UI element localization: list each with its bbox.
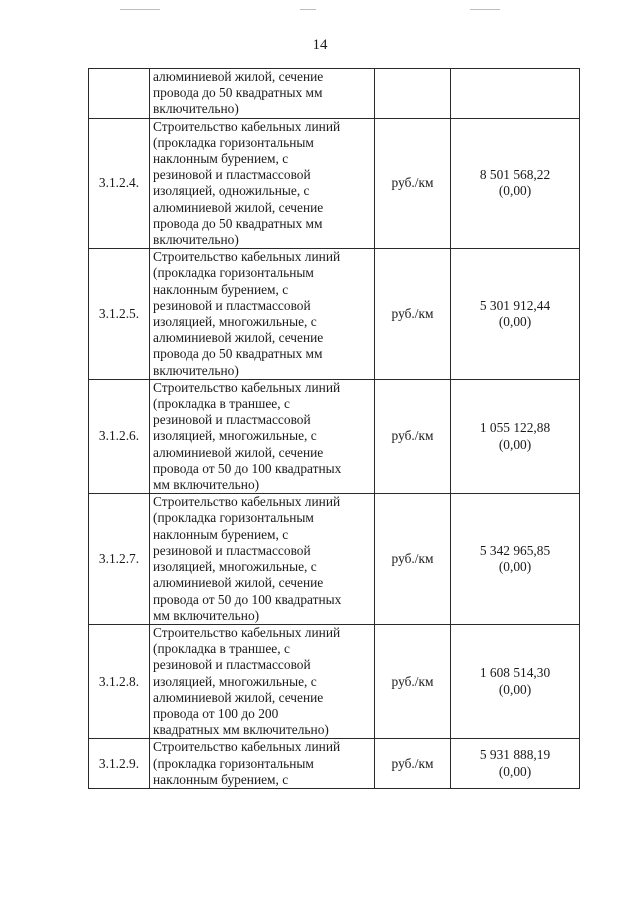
description-line: включительно) bbox=[153, 362, 239, 378]
description-line: изоляцией, многожильные, с bbox=[153, 559, 317, 575]
item-code: 3.1.2.5. bbox=[89, 249, 150, 380]
price-secondary-value: (0,00) bbox=[498, 183, 532, 199]
item-description bbox=[150, 494, 375, 625]
description-line: включительно) bbox=[153, 101, 239, 117]
description-line: изоляцией, многожильные, с bbox=[153, 673, 317, 689]
scan-artifact bbox=[470, 9, 500, 10]
description-line: Строительство кабельных линий bbox=[153, 739, 341, 755]
table-row bbox=[89, 379, 580, 493]
description-line: резиновой и пластмассовой bbox=[153, 297, 311, 313]
item-code: 3.1.2.6. bbox=[89, 379, 150, 493]
description-line: резиновой и пластмассовой bbox=[153, 542, 311, 558]
item-code: 3.1.2.8. bbox=[89, 624, 150, 738]
item-unit: руб./км bbox=[375, 624, 451, 738]
description-line: (прокладка горизонтальным bbox=[153, 510, 314, 526]
item-code: 3.1.2.7. bbox=[89, 494, 150, 625]
item-price bbox=[451, 69, 580, 119]
tariff-table bbox=[88, 68, 580, 789]
item-description bbox=[150, 739, 375, 789]
description-line: провода от 50 до 100 квадратных bbox=[153, 591, 342, 607]
price-value: 5 301 912,44 bbox=[479, 297, 551, 313]
scan-artifact bbox=[300, 9, 316, 10]
description-line: Строительство кабельных линий bbox=[153, 379, 341, 395]
description-line: наклонным бурением, с bbox=[153, 151, 289, 167]
item-description bbox=[150, 118, 375, 249]
description-line: алюминиевой жилой, сечение bbox=[153, 444, 324, 460]
description-line: мм включительно) bbox=[153, 477, 260, 493]
description-line: наклонным бурением, с bbox=[153, 771, 289, 787]
description-line: резиновой и пластмассовой bbox=[153, 657, 311, 673]
item-price bbox=[451, 118, 580, 249]
item-code bbox=[89, 69, 150, 119]
description-line: мм включительно) bbox=[153, 607, 260, 623]
table-row bbox=[89, 249, 580, 380]
description-line: наклонным бурением, с bbox=[153, 281, 289, 297]
price-value: 8 501 568,22 bbox=[479, 167, 551, 183]
item-unit: руб./км bbox=[375, 739, 451, 789]
price-secondary-value: (0,00) bbox=[498, 436, 532, 452]
item-code: 3.1.2.4. bbox=[89, 118, 150, 249]
description-line: изоляцией, многожильные, с bbox=[153, 428, 317, 444]
description-line: Строительство кабельных линий bbox=[153, 494, 341, 510]
table-row bbox=[89, 739, 580, 789]
item-description bbox=[150, 379, 375, 493]
scan-artifact bbox=[120, 9, 160, 10]
description-line: резиновой и пластмассовой bbox=[153, 167, 311, 183]
description-line: (прокладка в траншее, с bbox=[153, 641, 290, 657]
description-line: провода до 50 квадратных мм bbox=[153, 85, 323, 101]
price-value: 5 342 965,85 bbox=[479, 542, 551, 558]
table-row bbox=[89, 624, 580, 738]
description-line: квадратных мм включительно) bbox=[153, 722, 329, 738]
item-unit: руб./км bbox=[375, 118, 451, 249]
description-line: алюминиевой жилой, сечение bbox=[153, 330, 324, 346]
description-line: (прокладка в траншее, с bbox=[153, 396, 290, 412]
item-unit bbox=[375, 69, 451, 119]
description-line: алюминиевой жилой, сечение bbox=[153, 199, 324, 215]
description-line: алюминиевой жилой, сечение bbox=[153, 689, 324, 705]
price-secondary-value: (0,00) bbox=[498, 681, 532, 697]
price-secondary-value: (0,00) bbox=[498, 763, 532, 779]
description-line: изоляцией, многожильные, с bbox=[153, 314, 317, 330]
item-price bbox=[451, 249, 580, 380]
item-description bbox=[150, 69, 375, 119]
description-line: наклонным бурением, с bbox=[153, 526, 289, 542]
description-line: провода от 50 до 100 квадратных bbox=[153, 460, 342, 476]
item-description bbox=[150, 249, 375, 380]
description-line: провода от 100 до 200 bbox=[153, 705, 279, 721]
price-secondary-value: (0,00) bbox=[498, 314, 532, 330]
price-value: 1 055 122,88 bbox=[479, 420, 551, 436]
description-line: (прокладка горизонтальным bbox=[153, 134, 314, 150]
item-price bbox=[451, 739, 580, 789]
item-unit: руб./км bbox=[375, 249, 451, 380]
item-price bbox=[451, 379, 580, 493]
description-line: включительно) bbox=[153, 232, 239, 248]
description-line: (прокладка горизонтальным bbox=[153, 755, 314, 771]
description-line: алюминиевой жилой, сечение bbox=[153, 69, 324, 84]
item-description bbox=[150, 624, 375, 738]
description-line: Строительство кабельных линий bbox=[153, 118, 341, 134]
description-line: резиновой и пластмассовой bbox=[153, 412, 311, 428]
description-line: изоляцией, одножильные, с bbox=[153, 183, 310, 199]
item-price bbox=[451, 494, 580, 625]
price-value: 1 608 514,30 bbox=[479, 665, 551, 681]
table-row bbox=[89, 69, 580, 119]
description-line: Строительство кабельных линий bbox=[153, 249, 341, 265]
item-unit: руб./км bbox=[375, 494, 451, 625]
item-price bbox=[451, 624, 580, 738]
table-row bbox=[89, 118, 580, 249]
description-line: Строительство кабельных линий bbox=[153, 624, 341, 640]
price-value: 5 931 888,19 bbox=[479, 747, 551, 763]
description-line: алюминиевой жилой, сечение bbox=[153, 575, 324, 591]
page-number: 14 bbox=[312, 37, 328, 53]
description-line: провода до 50 квадратных мм bbox=[153, 346, 323, 362]
table-row bbox=[89, 494, 580, 625]
item-unit: руб./км bbox=[375, 379, 451, 493]
item-code: 3.1.2.9. bbox=[89, 739, 150, 789]
description-line: (прокладка горизонтальным bbox=[153, 265, 314, 281]
description-line: провода до 50 квадратных мм bbox=[153, 215, 323, 231]
price-secondary-value: (0,00) bbox=[498, 559, 532, 575]
